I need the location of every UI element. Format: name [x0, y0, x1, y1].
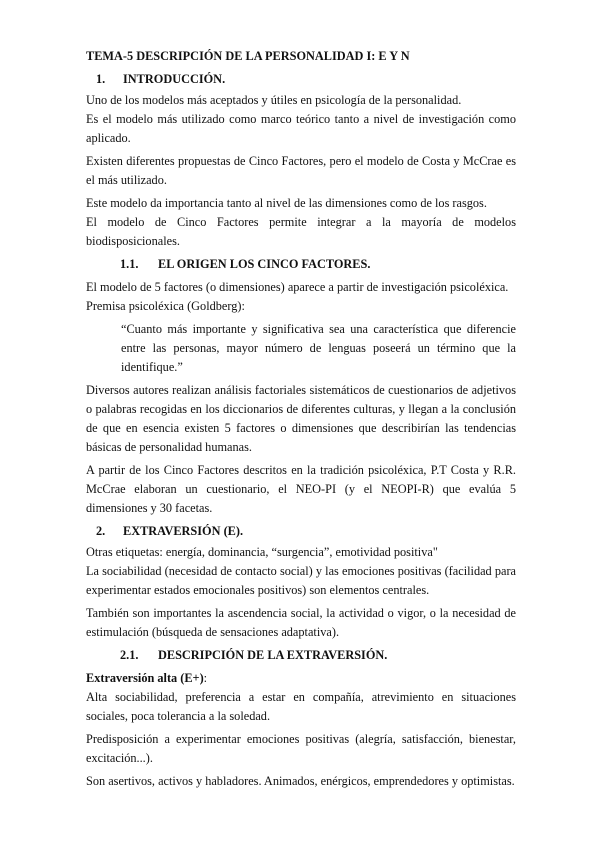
paragraph: Predisposición a experimentar emociones positivas (alegría, satisfacción, bienestar, excitación...). [86, 732, 516, 765]
section-number: 2. [96, 524, 106, 538]
paragraph: Existen diferentes propuestas de Cinco Factores, pero el modelo de Costa y McCrae es el más utilizado. [86, 154, 516, 187]
subsection-title: EL ORIGEN LOS CINCO FACTORES. [158, 257, 371, 271]
paragraph: Alta sociabilidad, preferencia a estar en compañía, atrevimiento en situaciones sociales, poca tolerancia a la soledad. [86, 690, 516, 723]
section-heading-introduccion [86, 70, 516, 89]
bold-label: Extraversión alta (E+) [86, 671, 204, 685]
paragraph: El modelo de Cinco Factores permite integrar a la mayoría de modelos biodisposicionales. [86, 215, 516, 248]
paragraph: Uno de los modelos más aceptados y útiles en psicología de la personalidad. [86, 93, 462, 107]
document-title: TEMA-5 DESCRIPCIÓN DE LA PERSONALIDAD I: E Y N [86, 49, 410, 63]
label-suffix: : [203, 671, 208, 685]
paragraph: Es el modelo más utilizado como marco teórico tanto a nivel de investigación como aplicado. [86, 112, 516, 145]
section-title: INTRODUCCIÓN. [123, 72, 226, 86]
paragraph: Otras etiquetas: energía, dominancia, “surgencia”, emotividad positiva" [86, 545, 438, 559]
section-number: 1. [96, 72, 106, 86]
paragraph: A partir de los Cinco Factores descritos en la tradición psicoléxica, P.T Costa y R.R. McCrae elaboran un cuestionario, el NEO-PI (y el NEOPI-R) que evalúa 5 dimensiones y 30 facetas. [86, 463, 516, 515]
paragraph: El modelo de 5 factores (o dimensiones) aparece a partir de investigación psicoléxica. [86, 280, 509, 294]
paragraph: Premisa psicoléxica (Goldberg): [86, 299, 245, 313]
subsection-heading-origen [86, 255, 516, 274]
bold-label-line [86, 669, 516, 688]
section-heading-extraversion [86, 522, 516, 541]
paragraph: Son asertivos, activos y habladores. Animados, enérgicos, emprendedores y optimistas. [86, 774, 515, 788]
subsection-number: 2.1. [120, 648, 139, 662]
paragraph: Diversos autores realizan análisis factoriales sistemáticos de cuestionarios de adjetivos o palabras recogidas en los diccionarios de diferentes culturas, y llegan a la conclusión de que en esencia existen 5 factores o dimensiones que describirían las tendencias básicas de personalidad humanas. [86, 383, 516, 454]
subsection-heading-descripcion [86, 646, 516, 665]
block-quote: “Cuanto más importante y significativa sea una característica que diferencie entre las personas, mayor número de lenguas poseerá un término que la identifique.” [121, 322, 516, 374]
section-title: EXTRAVERSIÓN (E). [123, 524, 244, 538]
paragraph: La sociabilidad (necesidad de contacto social) y las emociones positivas (facilidad para experimentar estados emocionales positivos) son elementos centrales. [86, 564, 516, 597]
subsection-number: 1.1. [120, 257, 139, 271]
paragraph: También son importantes la ascendencia social, la actividad o vigor, o la necesidad de estimulación (búsqueda de sensaciones adaptativa). [86, 606, 516, 639]
paragraph: Este modelo da importancia tanto al nivel de las dimensiones como de los rasgos. [86, 196, 487, 210]
subsection-title: DESCRIPCIÓN DE LA EXTRAVERSIÓN. [158, 648, 388, 662]
